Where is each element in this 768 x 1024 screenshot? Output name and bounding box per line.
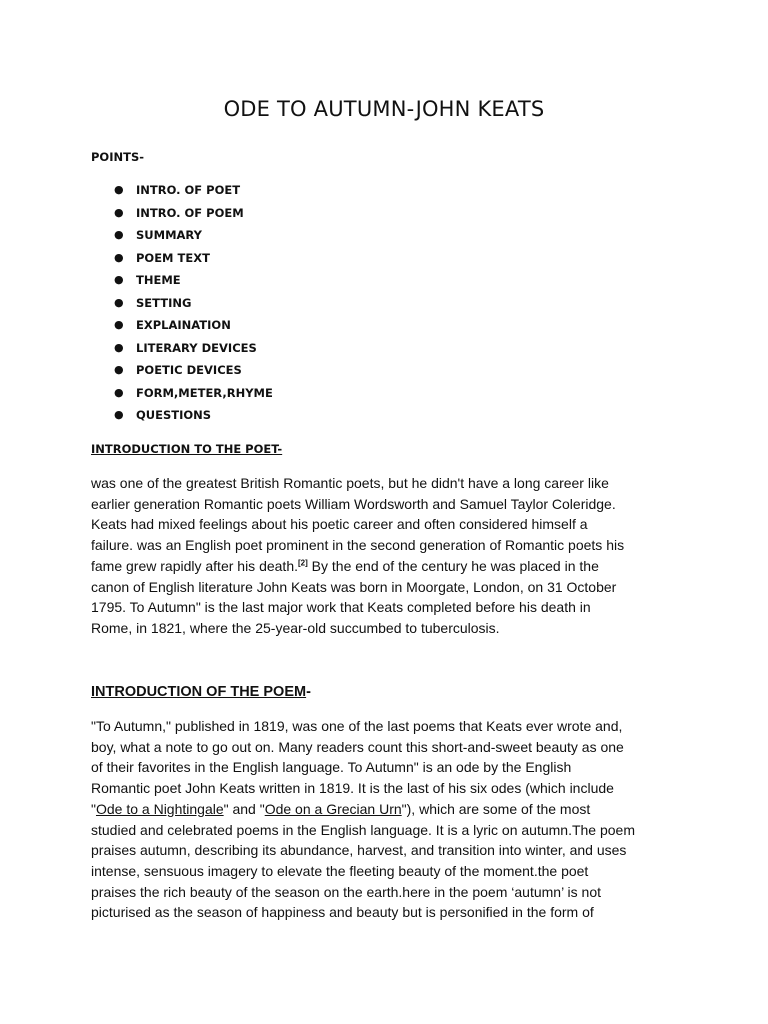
poet-intro-heading: INTRODUCTION TO THE POET- xyxy=(91,442,283,456)
poem-intro-paragraph xyxy=(91,716,691,923)
text-line: of their favorites in the English language. To Autumn" is an ode by the English xyxy=(91,759,572,776)
bullet-icon: ● xyxy=(114,273,124,286)
text-line xyxy=(91,556,691,577)
bullet-icon: ● xyxy=(114,250,124,264)
point-text: SUMMARY xyxy=(136,228,202,242)
text-segment: "), which are some of the most xyxy=(401,800,591,817)
bullet-icon: ● xyxy=(114,385,124,399)
text-line: Rome, in 1821, where the 25-year-old succumbed to tuberculosis. xyxy=(91,619,500,636)
text-line: picturised as the season of happiness and beauty but is personified in the form of xyxy=(91,904,594,921)
text-line: 1795. To Autumn" is the last major work that Keats completed before his death in xyxy=(91,599,591,616)
point-text: POETIC DEVICES xyxy=(136,363,242,377)
point-text: POEM TEXT xyxy=(136,250,210,265)
text-line: Keats had mixed feelings about his poetic career and often considered himself a xyxy=(91,516,588,533)
text-line: intense, sensuous imagery to elevate the fleeting beauty of the moment.the poet xyxy=(91,862,589,879)
text-segment: " xyxy=(91,800,96,817)
bullet-icon: ● xyxy=(114,228,124,241)
point-text: INTRO. OF POET xyxy=(136,183,241,197)
bullet-icon: ● xyxy=(114,408,124,421)
text-segment: fame grew rapidly after his death. xyxy=(91,557,298,574)
text-line: praises autumn, describing its abundance, harvest, and transition into winter, and uses xyxy=(91,842,627,859)
point-text: THEME xyxy=(136,273,181,287)
ode-on-a-grecian-urn-link[interactable]: Ode on a Grecian Urn xyxy=(264,800,402,817)
poem-intro-heading-text: INTRODUCTION OF THE POEM xyxy=(91,684,307,700)
text-line: was one of the greatest British Romantic poets, but he didn't have a long career like xyxy=(91,475,609,491)
poet-intro-paragraph xyxy=(91,473,691,639)
bullet-icon: ● xyxy=(114,318,124,331)
point-text: QUESTIONS xyxy=(136,408,212,422)
point-text: LITERARY DEVICES xyxy=(136,340,257,355)
poem-intro-heading xyxy=(91,684,311,700)
bullet-icon: ● xyxy=(114,340,124,354)
point-text: EXPLAINATION xyxy=(136,318,231,332)
point-text: SETTING xyxy=(136,295,192,310)
text-line: Romantic poet John Keats written in 1819. It is the last of his six odes (which include xyxy=(91,780,614,797)
citation-marker[interactable]: [2] xyxy=(298,558,308,568)
text-line: boy, what a note to go out on. Many readers count this short-and-sweet beauty as one xyxy=(91,738,624,755)
text-line: canon of English literature John Keats was born in Moorgate, London, on 31 October xyxy=(91,578,617,595)
text-line xyxy=(91,799,691,820)
text-segment: By the end of the century he was placed in the xyxy=(307,557,599,574)
point-text: FORM,METER,RHYME xyxy=(136,385,273,400)
bullet-icon: ● xyxy=(114,183,124,196)
bullet-icon: ● xyxy=(114,205,124,219)
text-line: praises the rich beauty of the season on the earth.here in the poem ‘autumn’ is not xyxy=(91,883,602,900)
text-line: earlier generation Romantic poets William Wordsworth and Samuel Taylor Coleridge. xyxy=(91,495,616,512)
poem-intro-heading-dash: - xyxy=(306,684,311,700)
bullet-icon: ● xyxy=(114,295,124,309)
text-line: failure. was an English poet prominent in the second generation of Romantic poets his xyxy=(91,537,625,554)
ode-to-a-nightingale-link[interactable]: Ode to a Nightingale xyxy=(95,800,224,817)
text-line: studied and celebrated poems in the English language. It is a lyric on autumn.The poem xyxy=(91,821,635,838)
point-text: INTRO. OF POEM xyxy=(136,205,244,220)
bullet-icon: ● xyxy=(114,363,124,376)
points-label: POINTS- xyxy=(91,150,145,164)
text-line: "To Autumn," published in 1819, was one of the last poems that Keats ever wrote and, xyxy=(91,718,623,734)
text-segment: " and " xyxy=(223,800,265,817)
document-title: ODE TO AUTUMN-JOHN KEATS xyxy=(223,97,545,121)
